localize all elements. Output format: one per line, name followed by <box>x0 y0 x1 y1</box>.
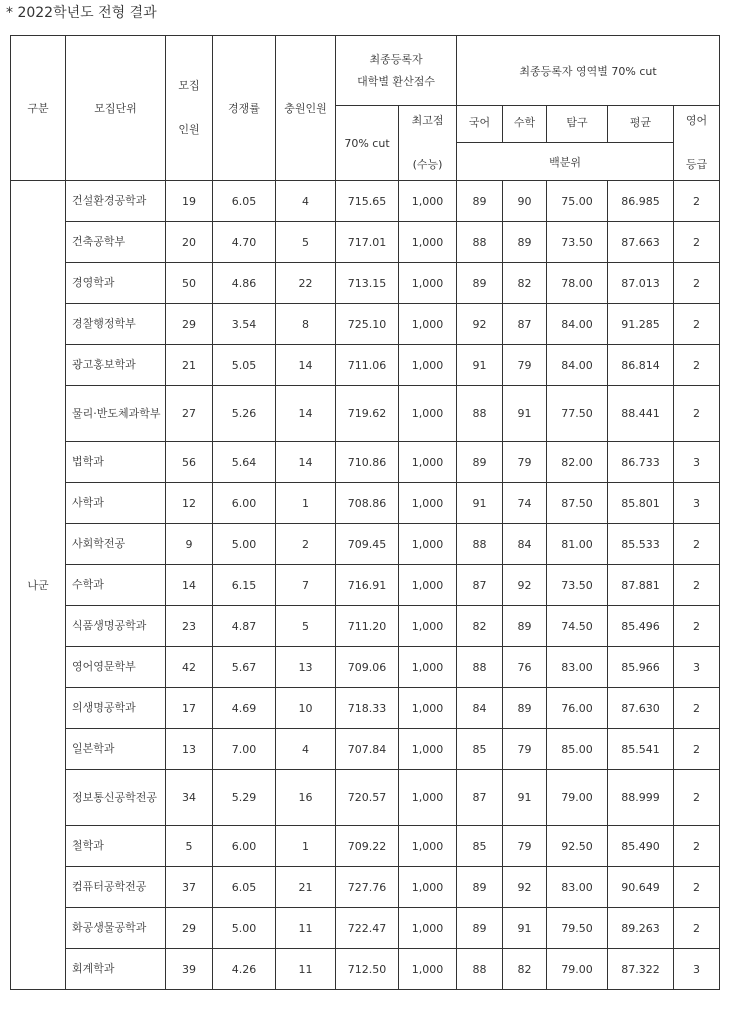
header-group: 구분 <box>11 36 66 181</box>
inquiry-cell: 84.00 <box>547 345 608 386</box>
max-cell: 1,000 <box>399 908 457 949</box>
math-cell: 79 <box>503 345 547 386</box>
inquiry-cell: 84.00 <box>547 304 608 345</box>
average-cell: 91.285 <box>608 304 674 345</box>
header-final-score: 최종등록자 대학별 환산점수 <box>336 36 457 106</box>
additional-cell: 11 <box>276 908 336 949</box>
korean-cell: 89 <box>457 263 503 304</box>
table-row <box>11 826 720 867</box>
max-cell: 1,000 <box>399 606 457 647</box>
table-row <box>11 770 720 826</box>
average-cell: 85.496 <box>608 606 674 647</box>
average-cell: 86.733 <box>608 442 674 483</box>
cut70-cell: 711.06 <box>336 345 399 386</box>
recruit-cell: 19 <box>166 181 213 222</box>
korean-cell: 87 <box>457 770 503 826</box>
unit-cell: 컴퓨터공학전공 <box>66 867 166 908</box>
average-cell: 85.533 <box>608 524 674 565</box>
unit-cell: 의생명공학과 <box>66 688 166 729</box>
english-cell: 2 <box>674 867 720 908</box>
average-cell: 85.541 <box>608 729 674 770</box>
math-cell: 79 <box>503 442 547 483</box>
recruit-cell: 56 <box>166 442 213 483</box>
table-body <box>11 36 720 990</box>
max-cell: 1,000 <box>399 181 457 222</box>
recruit-cell: 20 <box>166 222 213 263</box>
header-cut70: 70% cut <box>336 106 399 181</box>
competition-cell: 6.00 <box>213 826 276 867</box>
table-row <box>11 565 720 606</box>
recruit-cell: 29 <box>166 304 213 345</box>
average-cell: 89.263 <box>608 908 674 949</box>
unit-cell: 영어영문학부 <box>66 647 166 688</box>
english-cell: 3 <box>674 483 720 524</box>
competition-cell: 5.00 <box>213 908 276 949</box>
additional-cell: 11 <box>276 949 336 990</box>
inquiry-cell: 79.50 <box>547 908 608 949</box>
average-cell: 90.649 <box>608 867 674 908</box>
math-cell: 87 <box>503 304 547 345</box>
korean-cell: 88 <box>457 222 503 263</box>
cut70-cell: 713.15 <box>336 263 399 304</box>
cut70-cell: 708.86 <box>336 483 399 524</box>
korean-cell: 87 <box>457 565 503 606</box>
inquiry-cell: 75.00 <box>547 181 608 222</box>
english-cell: 3 <box>674 442 720 483</box>
inquiry-cell: 78.00 <box>547 263 608 304</box>
math-cell: 79 <box>503 729 547 770</box>
recruit-cell: 27 <box>166 386 213 442</box>
max-cell: 1,000 <box>399 483 457 524</box>
recruit-cell: 14 <box>166 565 213 606</box>
additional-cell: 4 <box>276 181 336 222</box>
math-cell: 89 <box>503 606 547 647</box>
english-cell: 2 <box>674 524 720 565</box>
header-english: 영어 등급 <box>674 106 720 181</box>
english-cell: 3 <box>674 949 720 990</box>
competition-cell: 4.70 <box>213 222 276 263</box>
math-cell: 91 <box>503 386 547 442</box>
average-cell: 87.881 <box>608 565 674 606</box>
inquiry-cell: 76.00 <box>547 688 608 729</box>
unit-cell: 회계학과 <box>66 949 166 990</box>
additional-cell: 14 <box>276 442 336 483</box>
average-cell: 85.966 <box>608 647 674 688</box>
korean-cell: 89 <box>457 867 503 908</box>
table-row <box>11 647 720 688</box>
unit-cell: 사회학전공 <box>66 524 166 565</box>
additional-cell: 5 <box>276 222 336 263</box>
math-cell: 82 <box>503 949 547 990</box>
unit-cell: 수학과 <box>66 565 166 606</box>
korean-cell: 88 <box>457 386 503 442</box>
recruit-cell: 29 <box>166 908 213 949</box>
average-cell: 85.801 <box>608 483 674 524</box>
inquiry-cell: 83.00 <box>547 647 608 688</box>
inquiry-cell: 79.00 <box>547 770 608 826</box>
additional-cell: 4 <box>276 729 336 770</box>
math-cell: 89 <box>503 688 547 729</box>
math-cell: 91 <box>503 908 547 949</box>
inquiry-cell: 85.00 <box>547 729 608 770</box>
unit-cell: 건축공학부 <box>66 222 166 263</box>
competition-cell: 4.26 <box>213 949 276 990</box>
recruit-cell: 5 <box>166 826 213 867</box>
korean-cell: 92 <box>457 304 503 345</box>
admission-results-table <box>10 35 720 990</box>
korean-cell: 88 <box>457 647 503 688</box>
recruit-cell: 42 <box>166 647 213 688</box>
cut70-cell: 715.65 <box>336 181 399 222</box>
max-cell: 1,000 <box>399 688 457 729</box>
header-unit: 모집단위 <box>66 36 166 181</box>
average-cell: 88.441 <box>608 386 674 442</box>
cut70-cell: 725.10 <box>336 304 399 345</box>
inquiry-cell: 77.50 <box>547 386 608 442</box>
table-row <box>11 483 720 524</box>
table-row <box>11 181 720 222</box>
max-cell: 1,000 <box>399 826 457 867</box>
header-max: 최고점 (수능) <box>399 106 457 181</box>
table-row <box>11 729 720 770</box>
korean-cell: 85 <box>457 729 503 770</box>
recruit-cell: 39 <box>166 949 213 990</box>
math-cell: 91 <box>503 770 547 826</box>
cut70-cell: 709.22 <box>336 826 399 867</box>
competition-cell: 3.54 <box>213 304 276 345</box>
table-row <box>11 345 720 386</box>
english-cell: 2 <box>674 263 720 304</box>
competition-cell: 5.64 <box>213 442 276 483</box>
additional-cell: 1 <box>276 483 336 524</box>
unit-cell: 경찰행정학부 <box>66 304 166 345</box>
additional-cell: 1 <box>276 826 336 867</box>
competition-cell: 5.26 <box>213 386 276 442</box>
average-cell: 87.663 <box>608 222 674 263</box>
competition-cell: 5.00 <box>213 524 276 565</box>
competition-cell: 6.05 <box>213 867 276 908</box>
cut70-cell: 709.45 <box>336 524 399 565</box>
unit-cell: 법학과 <box>66 442 166 483</box>
header-row-1 <box>11 36 720 106</box>
table-row <box>11 949 720 990</box>
average-cell: 87.630 <box>608 688 674 729</box>
additional-cell: 10 <box>276 688 336 729</box>
english-cell: 2 <box>674 908 720 949</box>
table-row <box>11 386 720 442</box>
recruit-cell: 12 <box>166 483 213 524</box>
cut70-cell: 720.57 <box>336 770 399 826</box>
inquiry-cell: 81.00 <box>547 524 608 565</box>
recruit-cell: 23 <box>166 606 213 647</box>
average-cell: 85.490 <box>608 826 674 867</box>
header-average: 평균 <box>608 106 674 143</box>
additional-cell: 14 <box>276 386 336 442</box>
english-cell: 2 <box>674 565 720 606</box>
cut70-cell: 710.86 <box>336 442 399 483</box>
max-cell: 1,000 <box>399 949 457 990</box>
competition-cell: 6.05 <box>213 181 276 222</box>
inquiry-cell: 87.50 <box>547 483 608 524</box>
additional-cell: 22 <box>276 263 336 304</box>
math-cell: 82 <box>503 263 547 304</box>
max-cell: 1,000 <box>399 442 457 483</box>
english-cell: 2 <box>674 770 720 826</box>
max-cell: 1,000 <box>399 867 457 908</box>
math-cell: 92 <box>503 565 547 606</box>
english-cell: 2 <box>674 386 720 442</box>
competition-cell: 7.00 <box>213 729 276 770</box>
math-cell: 79 <box>503 826 547 867</box>
english-cell: 2 <box>674 222 720 263</box>
korean-cell: 91 <box>457 483 503 524</box>
header-korean: 국어 <box>457 106 503 143</box>
english-cell: 2 <box>674 688 720 729</box>
cut70-cell: 716.91 <box>336 565 399 606</box>
korean-cell: 84 <box>457 688 503 729</box>
competition-cell: 5.29 <box>213 770 276 826</box>
header-area-cut: 최종등록자 영역별 70% cut <box>457 36 720 106</box>
average-cell: 88.999 <box>608 770 674 826</box>
unit-cell: 정보통신공학전공 <box>66 770 166 826</box>
max-cell: 1,000 <box>399 345 457 386</box>
cut70-cell: 727.76 <box>336 867 399 908</box>
cut70-cell: 709.06 <box>336 647 399 688</box>
english-cell: 2 <box>674 826 720 867</box>
inquiry-cell: 73.50 <box>547 565 608 606</box>
max-cell: 1,000 <box>399 222 457 263</box>
max-cell: 1,000 <box>399 263 457 304</box>
math-cell: 89 <box>503 222 547 263</box>
table-row <box>11 606 720 647</box>
english-cell: 2 <box>674 729 720 770</box>
max-cell: 1,000 <box>399 770 457 826</box>
math-cell: 84 <box>503 524 547 565</box>
competition-cell: 6.15 <box>213 565 276 606</box>
recruit-cell: 13 <box>166 729 213 770</box>
unit-cell: 화공생물공학과 <box>66 908 166 949</box>
header-inquiry: 탐구 <box>547 106 608 143</box>
table-row <box>11 688 720 729</box>
korean-cell: 91 <box>457 345 503 386</box>
max-cell: 1,000 <box>399 304 457 345</box>
average-cell: 87.013 <box>608 263 674 304</box>
cut70-cell: 707.84 <box>336 729 399 770</box>
korean-cell: 88 <box>457 524 503 565</box>
unit-cell: 경영학과 <box>66 263 166 304</box>
cut70-cell: 719.62 <box>336 386 399 442</box>
competition-cell: 6.00 <box>213 483 276 524</box>
cut70-cell: 711.20 <box>336 606 399 647</box>
inquiry-cell: 79.00 <box>547 949 608 990</box>
group-cell: 나군 <box>11 181 66 990</box>
unit-cell: 철학과 <box>66 826 166 867</box>
max-cell: 1,000 <box>399 565 457 606</box>
korean-cell: 88 <box>457 949 503 990</box>
average-cell: 86.985 <box>608 181 674 222</box>
table-row <box>11 524 720 565</box>
additional-cell: 14 <box>276 345 336 386</box>
inquiry-cell: 82.00 <box>547 442 608 483</box>
cut70-cell: 712.50 <box>336 949 399 990</box>
recruit-cell: 17 <box>166 688 213 729</box>
unit-cell: 식품생명공학과 <box>66 606 166 647</box>
header-math: 수학 <box>503 106 547 143</box>
cut70-cell: 718.33 <box>336 688 399 729</box>
korean-cell: 89 <box>457 181 503 222</box>
inquiry-cell: 73.50 <box>547 222 608 263</box>
competition-cell: 5.05 <box>213 345 276 386</box>
inquiry-cell: 83.00 <box>547 867 608 908</box>
additional-cell: 8 <box>276 304 336 345</box>
math-cell: 90 <box>503 181 547 222</box>
table-row <box>11 442 720 483</box>
unit-cell: 건설환경공학과 <box>66 181 166 222</box>
table-row <box>11 222 720 263</box>
competition-cell: 5.67 <box>213 647 276 688</box>
table-row <box>11 304 720 345</box>
recruit-cell: 21 <box>166 345 213 386</box>
competition-cell: 4.87 <box>213 606 276 647</box>
additional-cell: 13 <box>276 647 336 688</box>
english-cell: 3 <box>674 647 720 688</box>
math-cell: 92 <box>503 867 547 908</box>
recruit-cell: 37 <box>166 867 213 908</box>
english-cell: 2 <box>674 304 720 345</box>
unit-cell: 물리·반도체과학부 <box>66 386 166 442</box>
additional-cell: 5 <box>276 606 336 647</box>
inquiry-cell: 92.50 <box>547 826 608 867</box>
english-cell: 2 <box>674 345 720 386</box>
max-cell: 1,000 <box>399 729 457 770</box>
cut70-cell: 722.47 <box>336 908 399 949</box>
additional-cell: 7 <box>276 565 336 606</box>
recruit-cell: 50 <box>166 263 213 304</box>
unit-cell: 광고홍보학과 <box>66 345 166 386</box>
competition-cell: 4.69 <box>213 688 276 729</box>
math-cell: 76 <box>503 647 547 688</box>
table-row <box>11 908 720 949</box>
page-title: * 2022학년도 전형 결과 <box>6 5 157 21</box>
unit-cell: 사학과 <box>66 483 166 524</box>
header-percentile: 백분위 <box>457 143 674 181</box>
unit-cell: 일본학과 <box>66 729 166 770</box>
table-row <box>11 867 720 908</box>
inquiry-cell: 74.50 <box>547 606 608 647</box>
table-row <box>11 263 720 304</box>
additional-cell: 21 <box>276 867 336 908</box>
header-additional: 충원인원 <box>276 36 336 181</box>
average-cell: 87.322 <box>608 949 674 990</box>
korean-cell: 82 <box>457 606 503 647</box>
average-cell: 86.814 <box>608 345 674 386</box>
competition-cell: 4.86 <box>213 263 276 304</box>
max-cell: 1,000 <box>399 524 457 565</box>
recruit-cell: 9 <box>166 524 213 565</box>
english-cell: 2 <box>674 181 720 222</box>
max-cell: 1,000 <box>399 386 457 442</box>
additional-cell: 2 <box>276 524 336 565</box>
korean-cell: 89 <box>457 442 503 483</box>
cut70-cell: 717.01 <box>336 222 399 263</box>
korean-cell: 85 <box>457 826 503 867</box>
max-cell: 1,000 <box>399 647 457 688</box>
math-cell: 74 <box>503 483 547 524</box>
korean-cell: 89 <box>457 908 503 949</box>
recruit-cell: 34 <box>166 770 213 826</box>
header-competition: 경쟁률 <box>213 36 276 181</box>
additional-cell: 16 <box>276 770 336 826</box>
header-recruit: 모집 인원 <box>166 36 213 181</box>
english-cell: 2 <box>674 606 720 647</box>
